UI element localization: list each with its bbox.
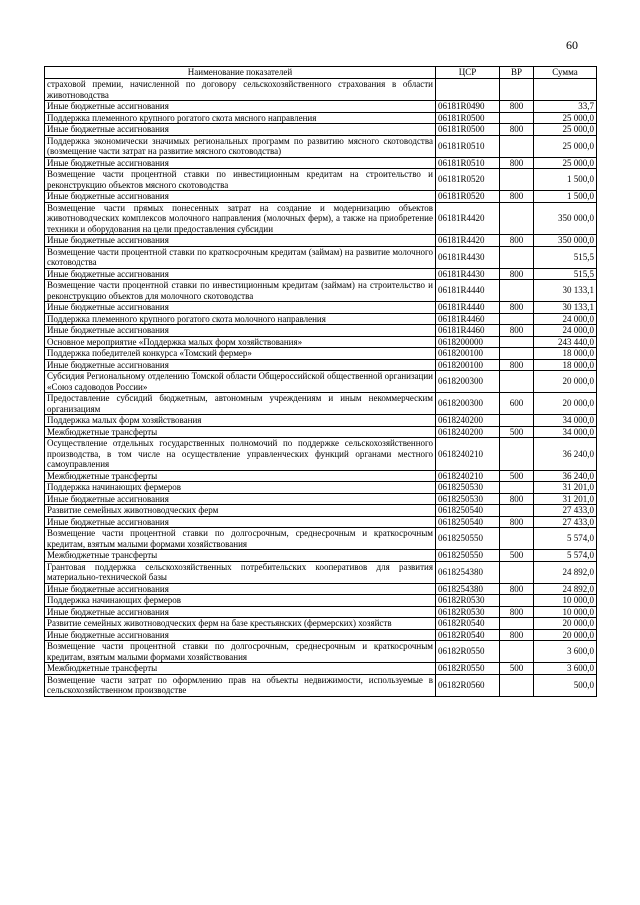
cell-vr: 500 <box>500 470 534 482</box>
cell-csr: 06182R0560 <box>436 674 500 696</box>
table-row <box>45 313 597 325</box>
cell-vr: 800 <box>500 493 534 505</box>
cell-sum: 25 000,0 <box>534 112 597 124</box>
table-row <box>45 79 597 101</box>
cell-csr: 06181R4430 <box>436 246 500 268</box>
cell-vr <box>500 641 534 663</box>
cell-vr: 500 <box>500 550 534 562</box>
cell-vr <box>500 438 534 471</box>
cell-csr: 06181R0510 <box>436 135 500 157</box>
table-row <box>45 561 597 583</box>
cell-csr: 06181R0500 <box>436 112 500 124</box>
cell-name: Возмещение части процентной ставки по инвестиционным кредитам (займам) на строительство и реконструкцию объектов для молочного скотоводства <box>45 280 436 302</box>
cell-sum: 27 433,0 <box>534 516 597 528</box>
cell-sum: 31 201,0 <box>534 493 597 505</box>
cell-vr <box>500 169 534 191</box>
header-sum: Сумма <box>534 67 597 79</box>
table-row <box>45 191 597 203</box>
table-row <box>45 426 597 438</box>
cell-name: Межбюджетные трансферты <box>45 470 436 482</box>
cell-vr: 500 <box>500 663 534 675</box>
table-row <box>45 482 597 494</box>
cell-sum: 36 240,0 <box>534 470 597 482</box>
table-row <box>45 595 597 607</box>
cell-sum: 33,7 <box>534 101 597 113</box>
cell-vr <box>500 505 534 517</box>
cell-sum: 20 000,0 <box>534 618 597 630</box>
cell-sum: 30 133,1 <box>534 302 597 314</box>
cell-csr: 06181R0520 <box>436 191 500 203</box>
cell-vr <box>500 202 534 235</box>
cell-name: Иные бюджетные ассигнования <box>45 359 436 371</box>
cell-sum: 34 000,0 <box>534 426 597 438</box>
cell-name: Иные бюджетные ассигнования <box>45 516 436 528</box>
cell-vr: 800 <box>500 606 534 618</box>
cell-vr <box>500 336 534 348</box>
cell-csr: 06182R0540 <box>436 618 500 630</box>
cell-name: Иные бюджетные ассигнования <box>45 302 436 314</box>
cell-csr: 06182R0530 <box>436 606 500 618</box>
cell-vr <box>500 313 534 325</box>
cell-vr: 800 <box>500 583 534 595</box>
cell-sum: 243 440,0 <box>534 336 597 348</box>
cell-sum: 30 133,1 <box>534 280 597 302</box>
table-row <box>45 583 597 595</box>
cell-name: Поддержка малых форм хозяйствования <box>45 415 436 427</box>
cell-name: Возмещение части процентной ставки по долгосрочным, среднесрочным и краткосрочным кредитам, взятым малыми формами хозяйствования <box>45 641 436 663</box>
cell-vr: 500 <box>500 426 534 438</box>
cell-vr <box>500 674 534 696</box>
page-number: 60 <box>566 38 578 52</box>
cell-name: Иные бюджетные ассигнования <box>45 325 436 337</box>
cell-csr: 0618200000 <box>436 336 500 348</box>
cell-vr: 800 <box>500 235 534 247</box>
cell-sum: 20 000,0 <box>534 371 597 393</box>
cell-name: Основное мероприятие «Поддержка малых форм хозяйствования» <box>45 336 436 348</box>
cell-sum: 10 000,0 <box>534 606 597 618</box>
cell-sum: 515,5 <box>534 246 597 268</box>
cell-vr: 800 <box>500 359 534 371</box>
cell-vr: 800 <box>500 268 534 280</box>
cell-vr <box>500 371 534 393</box>
cell-csr: 06181R4440 <box>436 302 500 314</box>
table-row <box>45 505 597 517</box>
cell-csr: 0618250540 <box>436 516 500 528</box>
table-row <box>45 302 597 314</box>
cell-csr: 0618254380 <box>436 583 500 595</box>
table-row <box>45 493 597 505</box>
cell-vr: 800 <box>500 157 534 169</box>
cell-csr: 06181R0490 <box>436 101 500 113</box>
table-row <box>45 674 597 696</box>
cell-vr <box>500 348 534 360</box>
cell-sum: 10 000,0 <box>534 595 597 607</box>
cell-name: Иные бюджетные ассигнования <box>45 606 436 618</box>
cell-sum: 25 000,0 <box>534 135 597 157</box>
table-row <box>45 101 597 113</box>
cell-csr: 06181R0520 <box>436 169 500 191</box>
cell-csr: 0618200100 <box>436 348 500 360</box>
cell-sum: 18 000,0 <box>534 348 597 360</box>
cell-vr <box>500 618 534 630</box>
table-row <box>45 393 597 415</box>
cell-name: Межбюджетные трансферты <box>45 550 436 562</box>
cell-sum: 24 892,0 <box>534 583 597 595</box>
cell-sum: 24 000,0 <box>534 325 597 337</box>
cell-vr: 800 <box>500 325 534 337</box>
cell-sum: 1 500,0 <box>534 169 597 191</box>
cell-sum: 27 433,0 <box>534 505 597 517</box>
cell-csr: 0618250530 <box>436 493 500 505</box>
cell-csr: 06181R4460 <box>436 313 500 325</box>
cell-sum: 515,5 <box>534 268 597 280</box>
cell-name: Иные бюджетные ассигнования <box>45 157 436 169</box>
cell-sum: 500,0 <box>534 674 597 696</box>
cell-csr: 06181R4460 <box>436 325 500 337</box>
table-row <box>45 235 597 247</box>
cell-csr: 0618240200 <box>436 426 500 438</box>
table-row <box>45 202 597 235</box>
cell-csr: 06182R0550 <box>436 641 500 663</box>
cell-name: Поддержка победителей конкурса «Томский фермер» <box>45 348 436 360</box>
cell-sum: 24 000,0 <box>534 313 597 325</box>
cell-sum: 5 574,0 <box>534 528 597 550</box>
cell-name: Поддержка племенного крупного рогатого скота мясного направления <box>45 112 436 124</box>
cell-name: Предоставление субсидий бюджетным, автономным учреждениям и иным некоммерческим организациям <box>45 393 436 415</box>
cell-vr <box>500 79 534 101</box>
cell-sum: 20 000,0 <box>534 629 597 641</box>
table-row <box>45 325 597 337</box>
cell-sum: 350 000,0 <box>534 235 597 247</box>
cell-vr <box>500 595 534 607</box>
cell-name: Развитие семейных животноводческих ферм <box>45 505 436 517</box>
cell-sum: 3 600,0 <box>534 663 597 675</box>
cell-vr <box>500 135 534 157</box>
table-row <box>45 550 597 562</box>
table-row <box>45 336 597 348</box>
table-row <box>45 606 597 618</box>
cell-name: Возмещение части процентной ставки по краткосрочным кредитам (займам) на развитие молочного скотоводства <box>45 246 436 268</box>
cell-csr: 0618240210 <box>436 470 500 482</box>
cell-vr: 800 <box>500 191 534 203</box>
cell-csr: 0618250550 <box>436 528 500 550</box>
cell-csr: 0618240200 <box>436 415 500 427</box>
cell-name: Грантовая поддержка сельскохозяйственных потребительских кооперативов для развития материально-технической базы <box>45 561 436 583</box>
cell-csr: 0618254380 <box>436 561 500 583</box>
cell-sum: 1 500,0 <box>534 191 597 203</box>
table-row <box>45 124 597 136</box>
table-row <box>45 112 597 124</box>
cell-name: Возмещение части затрат по оформлению прав на объекты недвижимости, используемые в сельскохозяйственном производстве <box>45 674 436 696</box>
table-row <box>45 663 597 675</box>
cell-sum: 18 000,0 <box>534 359 597 371</box>
cell-sum: 34 000,0 <box>534 415 597 427</box>
table-row <box>45 359 597 371</box>
table-row <box>45 157 597 169</box>
cell-sum: 3 600,0 <box>534 641 597 663</box>
cell-name: Возмещение части процентной ставки по инвестиционным кредитам на строительство и реконструкцию объектов мясного скотоводства <box>45 169 436 191</box>
cell-vr <box>500 280 534 302</box>
cell-csr <box>436 79 500 101</box>
cell-name: Иные бюджетные ассигнования <box>45 268 436 280</box>
table-row <box>45 348 597 360</box>
cell-csr: 06182R0540 <box>436 629 500 641</box>
cell-name: Иные бюджетные ассигнования <box>45 583 436 595</box>
header-vr: ВР <box>500 67 534 79</box>
cell-vr: 800 <box>500 302 534 314</box>
cell-vr <box>500 112 534 124</box>
cell-csr: 06181R4440 <box>436 280 500 302</box>
cell-csr: 0618250550 <box>436 550 500 562</box>
cell-name: Поддержка экономически значимых региональных программ по развитию мясного скотоводства (возмещение части затрат на развитие мясного скотоводства) <box>45 135 436 157</box>
table-row <box>45 169 597 191</box>
cell-csr: 0618250540 <box>436 505 500 517</box>
cell-name: Осуществление отдельных государственных полномочий по поддержке сельскохозяйственного производства, в том числе на осуществление управленческих функций органами местного самоуправления <box>45 438 436 471</box>
cell-csr: 06181R4420 <box>436 235 500 247</box>
cell-vr <box>500 528 534 550</box>
cell-csr: 06181R4420 <box>436 202 500 235</box>
cell-sum: 25 000,0 <box>534 157 597 169</box>
cell-name: Иные бюджетные ассигнования <box>45 493 436 505</box>
cell-name: Возмещение части процентной ставки по долгосрочным, среднесрочным и краткосрочным кредитам, взятым малыми формами хозяйствования <box>45 528 436 550</box>
table-row <box>45 246 597 268</box>
cell-name: Межбюджетные трансферты <box>45 663 436 675</box>
table-row <box>45 268 597 280</box>
cell-name: Иные бюджетные ассигнования <box>45 629 436 641</box>
header-csr: ЦСР <box>436 67 500 79</box>
cell-name: Поддержка начинающих фермеров <box>45 482 436 494</box>
cell-csr: 0618240210 <box>436 438 500 471</box>
cell-name: Субсидия Региональному отделению Томской области Общероссийской общественной организации «Союз садоводов России» <box>45 371 436 393</box>
cell-vr: 800 <box>500 124 534 136</box>
cell-sum: 20 000,0 <box>534 393 597 415</box>
cell-sum: 36 240,0 <box>534 438 597 471</box>
table-row <box>45 528 597 550</box>
cell-sum <box>534 79 597 101</box>
table-row <box>45 629 597 641</box>
table-header-row <box>45 67 597 79</box>
table-row <box>45 470 597 482</box>
cell-name: страховой премии, начисленной по договору сельскохозяйственного страхования в области животноводства <box>45 79 436 101</box>
cell-vr <box>500 561 534 583</box>
cell-csr: 06182R0550 <box>436 663 500 675</box>
cell-sum: 25 000,0 <box>534 124 597 136</box>
table-row <box>45 135 597 157</box>
cell-csr: 06181R4430 <box>436 268 500 280</box>
table-row <box>45 618 597 630</box>
cell-name: Возмещение части прямых понесенных затрат на создание и модернизацию объектов животноводческих комплексов молочного направления (молочных ферм), а также на приобретение техники и оборудования на цели предоставления субсидии <box>45 202 436 235</box>
table-row <box>45 438 597 471</box>
cell-name: Иные бюджетные ассигнования <box>45 235 436 247</box>
cell-vr: 800 <box>500 516 534 528</box>
cell-sum: 5 574,0 <box>534 550 597 562</box>
cell-name: Поддержка начинающих фермеров <box>45 595 436 607</box>
cell-vr <box>500 482 534 494</box>
cell-vr: 800 <box>500 629 534 641</box>
cell-sum: 24 892,0 <box>534 561 597 583</box>
cell-name: Развитие семейных животноводческих ферм на базе крестьянских (фермерских) хозяйств <box>45 618 436 630</box>
cell-csr: 06182R0530 <box>436 595 500 607</box>
cell-name: Иные бюджетные ассигнования <box>45 124 436 136</box>
cell-sum: 31 201,0 <box>534 482 597 494</box>
cell-name: Иные бюджетные ассигнования <box>45 191 436 203</box>
budget-table <box>44 66 597 697</box>
cell-csr: 0618250530 <box>436 482 500 494</box>
cell-sum: 350 000,0 <box>534 202 597 235</box>
header-name: Наименование показателей <box>45 67 436 79</box>
cell-name: Межбюджетные трансферты <box>45 426 436 438</box>
cell-csr: 06181R0510 <box>436 157 500 169</box>
cell-name: Поддержка племенного крупного рогатого скота молочного направления <box>45 313 436 325</box>
table-row <box>45 371 597 393</box>
cell-vr <box>500 246 534 268</box>
table-row <box>45 516 597 528</box>
cell-csr: 0618200300 <box>436 371 500 393</box>
cell-vr <box>500 415 534 427</box>
table-row <box>45 641 597 663</box>
table-row <box>45 415 597 427</box>
cell-vr: 600 <box>500 393 534 415</box>
cell-name: Иные бюджетные ассигнования <box>45 101 436 113</box>
table-body <box>45 79 597 697</box>
cell-csr: 0618200100 <box>436 359 500 371</box>
table-row <box>45 280 597 302</box>
cell-csr: 06181R0500 <box>436 124 500 136</box>
cell-csr: 0618200300 <box>436 393 500 415</box>
cell-vr: 800 <box>500 101 534 113</box>
